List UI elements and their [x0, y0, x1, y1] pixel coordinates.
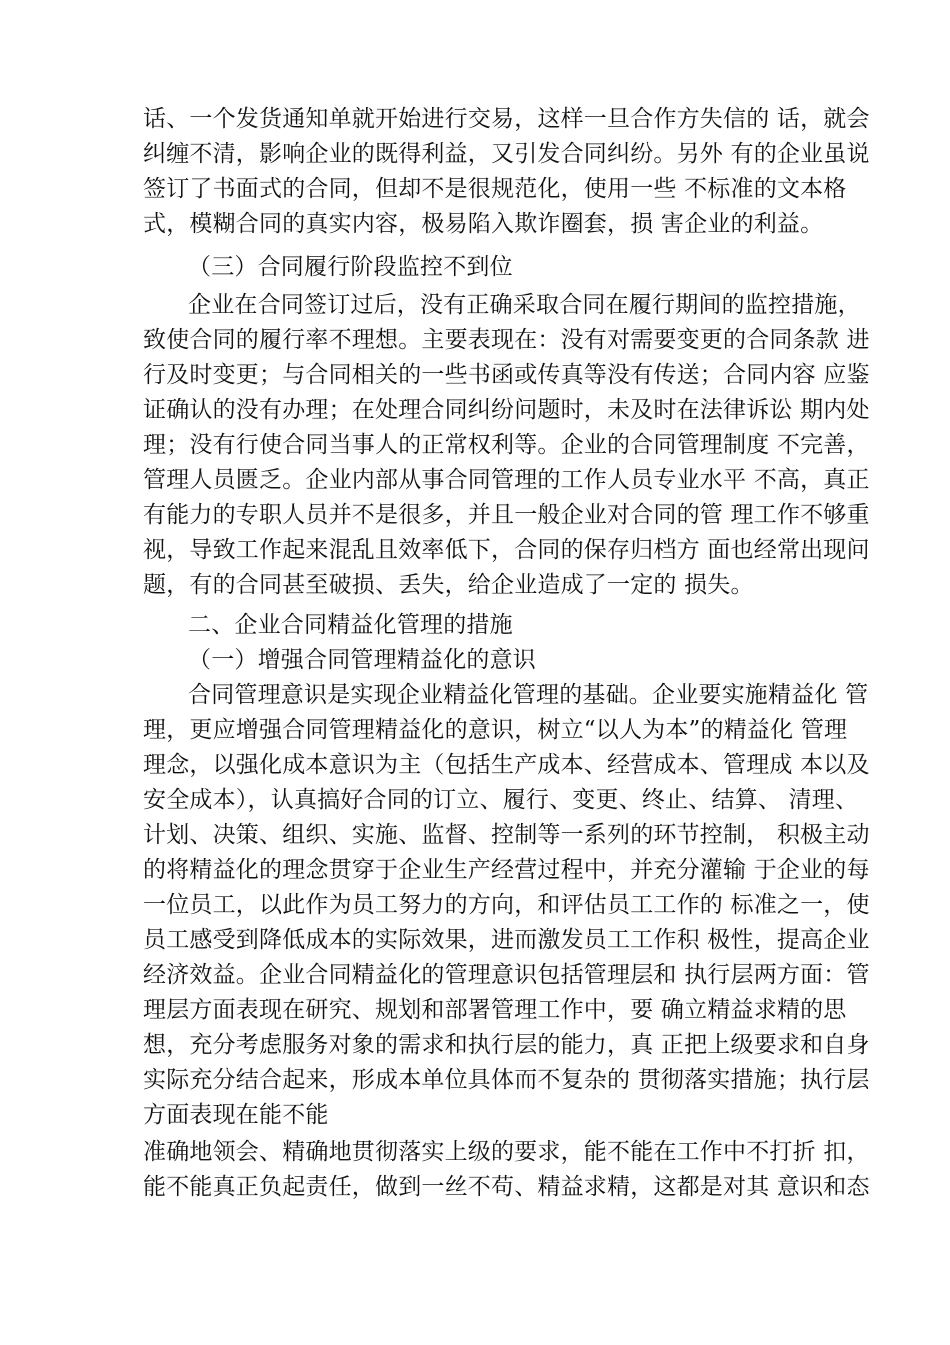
text-line: 话、一个发货通知单就开始进行交易，这样一旦合作方失信的 话，就会: [143, 106, 870, 132]
text-line: 证确认的没有办理；在处理合同纠纷问题时，未及时在法律诉讼 期内处: [143, 397, 870, 423]
text-line: 行及时变更；与合同相关的一些书函或传真等没有传送；合同内容 应鉴: [143, 362, 870, 388]
text-line: 管理人员匮乏。企业内部从事合同管理的工作人员专业水平 不高，真正: [143, 467, 870, 493]
text-line: 理念，以强化成本意识为主（包括生产成本、经营成本、管理成 本以及: [143, 752, 870, 778]
text-line: 想，充分考虑服务对象的需求和执行层的能力，真 正把上级要求和自身: [143, 1032, 870, 1058]
paragraph-first-line: 企业在合同签订过后，没有正确采取合同在履行期间的监控措施，: [188, 292, 861, 318]
text-line: 计划、决策、组织、实施、监督、控制等一系列的环节控制， 积极主动: [143, 822, 870, 848]
text-line: 理，更应增强合同管理精益化的意识，树立“以人为本”的精益化 管理: [143, 717, 848, 743]
subsection-heading: （一）增强合同管理精益化的意识: [188, 647, 536, 673]
text-line: 纠缠不清，影响企业的既得利益，又引发合同纠纷。另外 有的企业虽说: [143, 141, 870, 167]
text-line: 一位员工，以此作为员工努力的方向，和评估员工工作的 标准之一，使: [143, 892, 870, 918]
text-line: 经济效益。企业合同精益化的管理意识包括管理层和 执行层两方面：管: [143, 962, 870, 988]
text-line: 安全成本），认真搞好合同的订立、履行、变更、终止、结算、 清理、: [143, 787, 859, 813]
section-heading: 二、企业合同精益化管理的措施: [188, 612, 513, 638]
text-line: 方面表现在能不能: [143, 1102, 329, 1128]
text-line: 实际充分结合起来，形成本单位具体而不复杂的 贯彻落实措施；执行层: [143, 1067, 870, 1093]
text-line: 理；没有行使合同当事人的正常权利等。企业的合同管理制度 不完善，: [143, 432, 870, 458]
text-line: 签订了书面式的合同，但却不是很规范化，使用一些 不标准的文本格: [143, 176, 847, 202]
paragraph-first-line: 合同管理意识是实现企业精益化管理的基础。企业要实施精益化 管: [188, 682, 869, 708]
text-line: 题，有的合同甚至破损、丢失，给企业造成了一定的 损失。: [143, 572, 754, 598]
text-line: 视，导致工作起来混乱且效率低下，合同的保存归档方 面也经常出现问: [143, 537, 870, 563]
text-line: 有能力的专职人员并不是很多，并且一般企业对合同的管 理工作不够重: [143, 502, 870, 528]
section-heading: （三）合同履行阶段监控不到位: [188, 254, 513, 280]
text-line: 准确地领会、精确地贯彻落实上级的要求，能不能在工作中不打折 扣，: [143, 1139, 870, 1165]
text-line: 的将精益化的理念贯穿于企业生产经营过程中，并充分灌输 于企业的每: [143, 857, 870, 883]
text-line: 式，模糊合同的真实内容，极易陷入欺诈圈套，损 害企业的利益。: [143, 211, 824, 237]
text-line: 理层方面表现在研究、规划和部署管理工作中，要 确立精益求精的思: [143, 997, 847, 1023]
text-line: 致使合同的履行率不理想。主要表现在：没有对需要变更的合同条款 进: [143, 327, 870, 353]
text-line: 能不能真正负起责任，做到一丝不苟、精益求精，这都是对其 意识和态: [143, 1174, 870, 1200]
text-line: 员工感受到降低成本的实际效果，进而激发员工工作积 极性，提高企业: [143, 927, 870, 953]
